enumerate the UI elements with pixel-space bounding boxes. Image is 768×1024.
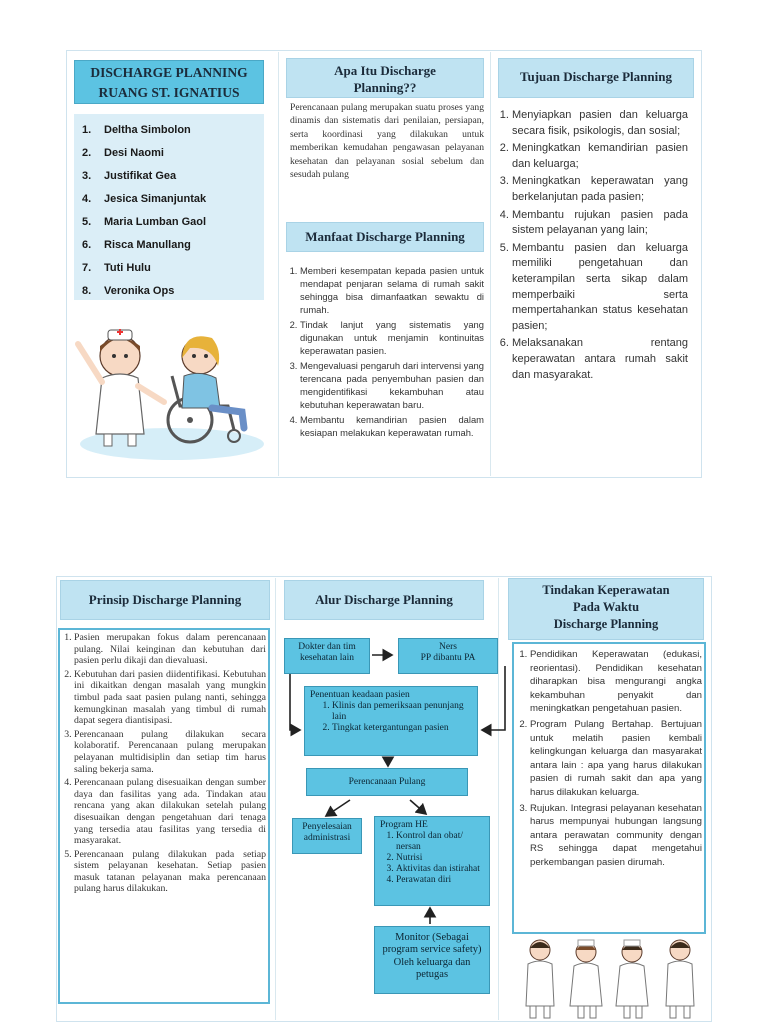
team-member-name: Desi Naomi [104, 147, 164, 159]
ners-line-2: PP dibantu PA [420, 653, 476, 663]
tindakan-subtitle: Discharge Planning [553, 617, 659, 631]
penentuan-item: 2. Tingkat ketergantungan pasien [332, 723, 472, 734]
flow-ners-box [398, 638, 498, 674]
prinsip-item: 4. Perencanaan pulang disesuaikan dengan sumber daya dan fasilitas yang ada. Tindakan atau rencana yang akan dilakukan setelah pulang disesuaikan dengan pengetahuan dari tenaga yang tersedia atau fasilitas yang tersedia di masyarakat. [74, 777, 266, 847]
tujuan-item: 5. Membantu pasien dan keluarga memiliki pengetahuan dan keterampilan serta sikap dalam memperbaiki serta mempertahankan status kesehatan pasien; [512, 241, 688, 335]
prinsip-item: 2. Kebutuhan dari pasien diidentifikasi. Kebutuhan ini dikaitkan dengan masalah yang mungkin timbul pada saat pasien pulang nanti, sehingga kemungkinan masalah yang timbul di rumah dapat segera diantisipasi. [74, 669, 266, 727]
prinsip-item: 5. Perencanaan pulang dilakukan pada setiap sistem pelayanan kesehatan. Setiap pasien masuk tatanan pelayanan maka perencanaan pulang harus dilakukan. [74, 849, 266, 895]
tindakan-list [516, 648, 702, 872]
flow-perencanaan-box: Perencanaan Pulang [306, 768, 468, 796]
penentuan-item: 1. Klinis dan pemeriksaan penunjang lain [332, 701, 472, 723]
team-member-name: Veronika Ops [104, 285, 175, 297]
program-he-item: 3. Aktivitas dan istirahat [396, 864, 484, 875]
apa-itu-title-line-1: Apa Itu Discharge [334, 63, 436, 78]
alur-title-text: Alur Discharge Planning [315, 592, 453, 607]
tujuan-item: 3. Meningkatkan keperawatan yang berkelanjutan pada pasien; [512, 174, 688, 205]
prinsip-item: 3. Perencanaan pulang dilakukan secara kolaboratif. Perencanaan pulang merupakan pelayanan multidisiplin dan setiap tim harus saling bekerja sama. [74, 729, 266, 775]
program-he-item: 2. Nutrisi [396, 853, 484, 864]
nurses-team-illustration [512, 936, 706, 1020]
tujuan-item: 6. Melaksanakan rentang keperawatan antara rumah sakit dan masyarakat. [512, 336, 688, 383]
apa-itu-title-line-2: Planning?? [353, 80, 417, 95]
flow-penyelesaian-box: Penyelesaian administrasi [292, 818, 362, 854]
team-member-number: 3. [82, 170, 92, 182]
flow-penentuan-box [304, 686, 478, 756]
team-member-number: 6. [82, 239, 92, 251]
penentuan-list [310, 701, 472, 734]
ners-line-1: Ners [439, 642, 457, 652]
team-member-number: 2. [82, 147, 92, 159]
team-member-name: Jesica Simanjuntak [104, 193, 207, 205]
header-line-2: RUANG ST. IGNATIUS [98, 85, 240, 100]
team-member-name: Tuti Hulu [104, 262, 151, 274]
flow-dokter-box: Dokter dan tim kesehatan lain [284, 638, 370, 674]
header-line-1: DISCHARGE PLANNING [90, 65, 248, 80]
prinsip-item: 1. Pasien merupakan fokus dalam perencanaan pulang. Nilai keinginan dan kebutuhan dari pasien perlu dikaji dan dievaluasi. [74, 632, 266, 667]
team-member-number: 4. [82, 193, 92, 205]
manfaat-item: 2. Tindak lanjut yang sistematis yang digunakan untuk menjamin kontinuitas keperawatan pasien. [300, 318, 484, 357]
manfaat-title-text: Manfaat Discharge Planning [305, 229, 465, 244]
tujuan-title-text: Tujuan Discharge Planning [520, 69, 672, 84]
tindakan-item: 1. Pendidikan Keperawatan (edukasi, reorientasi). Pendidikan kesehatan diharapkan bisa mengurangi angka kekambuhan penyakit dan meningkatkan pengetahuan pasien. [530, 648, 702, 716]
tindakan-title-line-1: Tindakan Keperawatan [542, 583, 670, 597]
program-he-list [380, 831, 484, 886]
team-member-name: Maria Lumban Gaol [104, 216, 207, 228]
manfaat-item: 3. Mengevaluasi pengaruh dari intervensi yang terencana pada penyembuhan pasien dan mengidentifikasi kekambuhan atau kebutuhan keperawatan baru. [300, 359, 484, 411]
flow-program-he-box [374, 816, 490, 906]
tujuan-item: 1. Menyiapkan pasien dan keluarga secara fisik, psikologis, dan sosial; [512, 108, 688, 139]
manfaat-item: 4. Membantu kemandirian pasien dalam kesiapan melakukan keperawatan rumah. [300, 413, 484, 439]
prinsip-title-text: Prinsip Discharge Planning [88, 592, 242, 607]
team-member-number: 5. [82, 216, 92, 228]
tindakan-title [508, 578, 704, 640]
team-member-name: Justifikat Gea [104, 170, 177, 182]
program-he-item: 1. Kontrol dan obat/ nersan [396, 831, 484, 853]
tindakan-title-line-2: Pada Waktu [572, 600, 640, 614]
tujuan-item: 4. Membantu rujukan pasien pada sistem pelayanan yang lain; [512, 208, 688, 239]
tindakan-item: 3. Rujukan. Integrasi pelayanan kesehatan harus mempunyai hubungan langsung antara perawatan community dengan RS sehingga dapat mengetahui perkembangan pasien dirumah. [530, 802, 702, 870]
program-he-item: 4. Perawatan diri [396, 875, 484, 886]
team-member-number: 1. [82, 124, 92, 136]
tujuan-item: 2. Meningkatkan kemandirian pasien dan keluarga; [512, 141, 688, 172]
team-member-number: 7. [82, 262, 92, 274]
team-member-name: Deltha Simbolon [104, 124, 191, 136]
apa-itu-text: Perencanaan pulang merupakan suatu proses yang dinamis dan sistematis dari penilaian, persiapan, serta koordinasi yang dilakukan untuk memberikan kemudahan pengawasan pelayanan kesehatan dan pelayanan sosial sebelum dan sesudah pulang [290, 102, 484, 181]
penentuan-title: Penentuan keadaan pasien [310, 690, 410, 700]
flow-monitor-box: Monitor (Sebagai program service safety) Oleh keluarga dan petugas [374, 926, 490, 994]
manfaat-item: 1. Memberi kesempatan kepada pasien untuk mendapat penjaran selama di rumah sakit sehingga bisa dimanfaatkan sewaktu di rumah. [300, 264, 484, 316]
team-member-number: 8. [82, 285, 92, 297]
tindakan-item: 2. Program Pulang Bertahap. Bertujuan untuk melatih pasien kembali kelingkungan keluarga dan masyarakat antara lain : apa yang harus dilakukan pasien di rumah sakit dan apa yang harus dilakukan keluarga. [530, 718, 702, 800]
program-he-title: Program HE [380, 820, 428, 830]
team-member-name: Risca Manullang [104, 239, 191, 251]
